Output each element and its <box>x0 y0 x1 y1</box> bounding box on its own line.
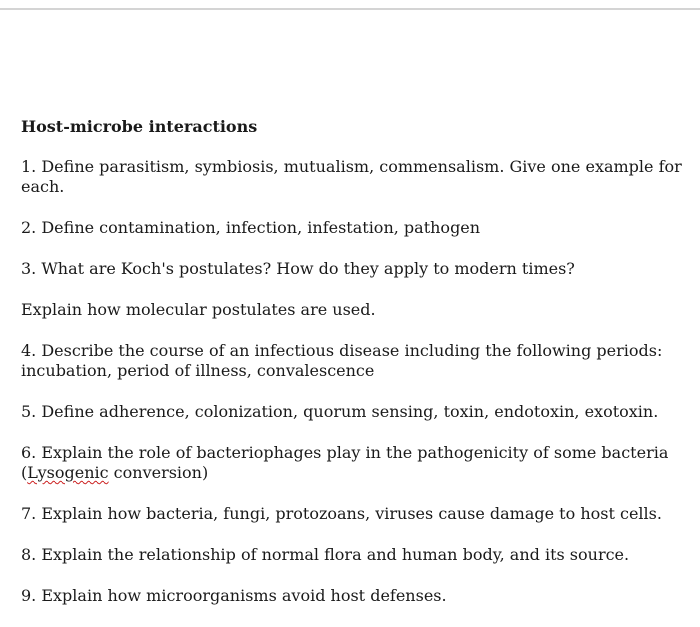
question-6-line-2-rest: conversion) <box>108 463 209 482</box>
question-1: 1. Define parasitism, symbiosis, mutualism, commensalism. Give one example for each. <box>21 157 682 196</box>
question-7: 7. Explain how bacteria, fungi, protozoans, viruses cause damage to host cells. <box>21 504 662 523</box>
question-4 <box>21 341 689 381</box>
spellcheck-flagged-word[interactable]: Lysogenic <box>27 463 109 482</box>
top-divider <box>0 8 700 10</box>
question-5: 5. Define adherence, colonization, quorum sensing, toxin, endotoxin, exotoxin. <box>21 402 659 421</box>
question-4-line-2: incubation, period of illness, convalescence <box>21 361 375 380</box>
question-2: 2. Define contamination, infection, infestation, pathogen <box>21 218 481 237</box>
document-body <box>21 117 689 627</box>
question-4-line-1: 4. Describe the course of an infectious disease including the following periods: <box>21 341 663 360</box>
question-8: 8. Explain the relationship of normal flora and human body, and its source. <box>21 545 630 564</box>
question-9: 9. Explain how microorganisms avoid host defenses. <box>21 586 447 605</box>
document-heading: Host-microbe interactions <box>21 117 258 136</box>
question-6-open-paren: ( <box>21 463 28 482</box>
question-6 <box>21 443 689 483</box>
question-6-line-1: 6. Explain the role of bacteriophages play in the pathogenicity of some bacteria <box>21 443 669 462</box>
question-6-line-2 <box>21 463 689 483</box>
question-3-followup: Explain how molecular postulates are used. <box>21 300 376 319</box>
question-3: 3. What are Koch's postulates? How do they apply to modern times? <box>21 259 575 278</box>
